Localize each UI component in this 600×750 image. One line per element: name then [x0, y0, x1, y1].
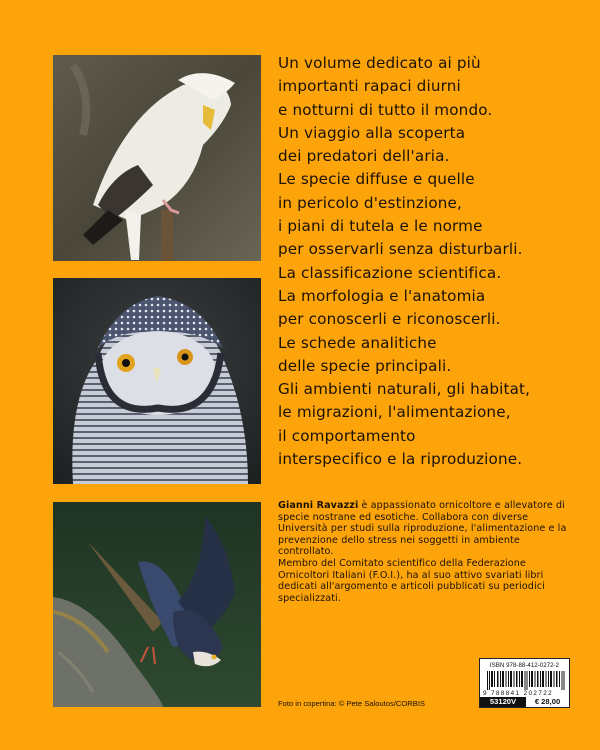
description-line: Le specie diffuse e quelle [278, 170, 475, 189]
falcon-image-icon [53, 502, 261, 707]
description-line: La morfologia e l'anatomia [278, 286, 486, 305]
description-line: delle specie principali. [278, 356, 452, 375]
owl-photo [53, 278, 261, 484]
barcode-label [479, 658, 570, 708]
book-description [278, 52, 588, 471]
price-label: € 28,00 [526, 697, 569, 707]
description-line: in pericolo d'estinzione, [278, 193, 463, 212]
falcon-photo [53, 502, 261, 707]
description-line: il comportamento [278, 426, 416, 445]
vulture-image-icon [53, 55, 261, 261]
owl-image-icon [53, 278, 261, 484]
description-line: le migrazioni, l'alimentazione, [278, 403, 511, 422]
author-bio-paragraph: Membro del Comitato scientifico della Federazione Ornicoltori Italiani (F.O.I.), ha al suo attivo svariati libri dedicati all'argomento e articoli pubblicati su periodici specializzati. [278, 557, 545, 604]
description-line: e notturni di tutto il mondo. [278, 100, 493, 119]
description-line: Un viaggio alla scoperta [278, 123, 466, 142]
author-bio-paragraph [278, 500, 574, 558]
ean-digits: 9 788841 202722 [483, 690, 554, 697]
author-bio [278, 500, 574, 604]
description-line: interspecifico e la riproduzione. [278, 450, 523, 469]
barcode-icon [487, 671, 565, 690]
description-line: dei predatori dell'aria. [278, 147, 450, 166]
description-line: La classificazione scientifica. [278, 263, 502, 282]
photo-credit: Foto in copertina: © Pete Saloutos/CORBIS [278, 699, 425, 708]
description-line: Gli ambienti naturali, gli habitat, [278, 380, 531, 399]
product-code: 53120V [480, 697, 526, 707]
description-line: importanti rapaci diurni [278, 77, 461, 96]
vulture-photo [53, 55, 261, 261]
description-line: i piani di tutela e le norme [278, 217, 483, 236]
isbn-number: ISBN 978-88-412-0272-2 [489, 662, 560, 669]
author-bio-text: è appassionato ornicoltore e allevatore di specie nostrane ed esotiche. Collabora con diverse Università per studi sulla riproduzione, l'alimentazione e la prevenzione dello stress nei soggetti in ambiente controllato. [278, 500, 567, 558]
author-name: Gianni Ravazzi [278, 500, 359, 511]
description-line: per conoscerli e riconoscerli. [278, 310, 501, 329]
description-line: per osservarli senza disturbarli. [278, 240, 523, 259]
description-line: Le schede analitiche [278, 333, 437, 352]
description-line: Un volume dedicato ai più [278, 54, 481, 72]
